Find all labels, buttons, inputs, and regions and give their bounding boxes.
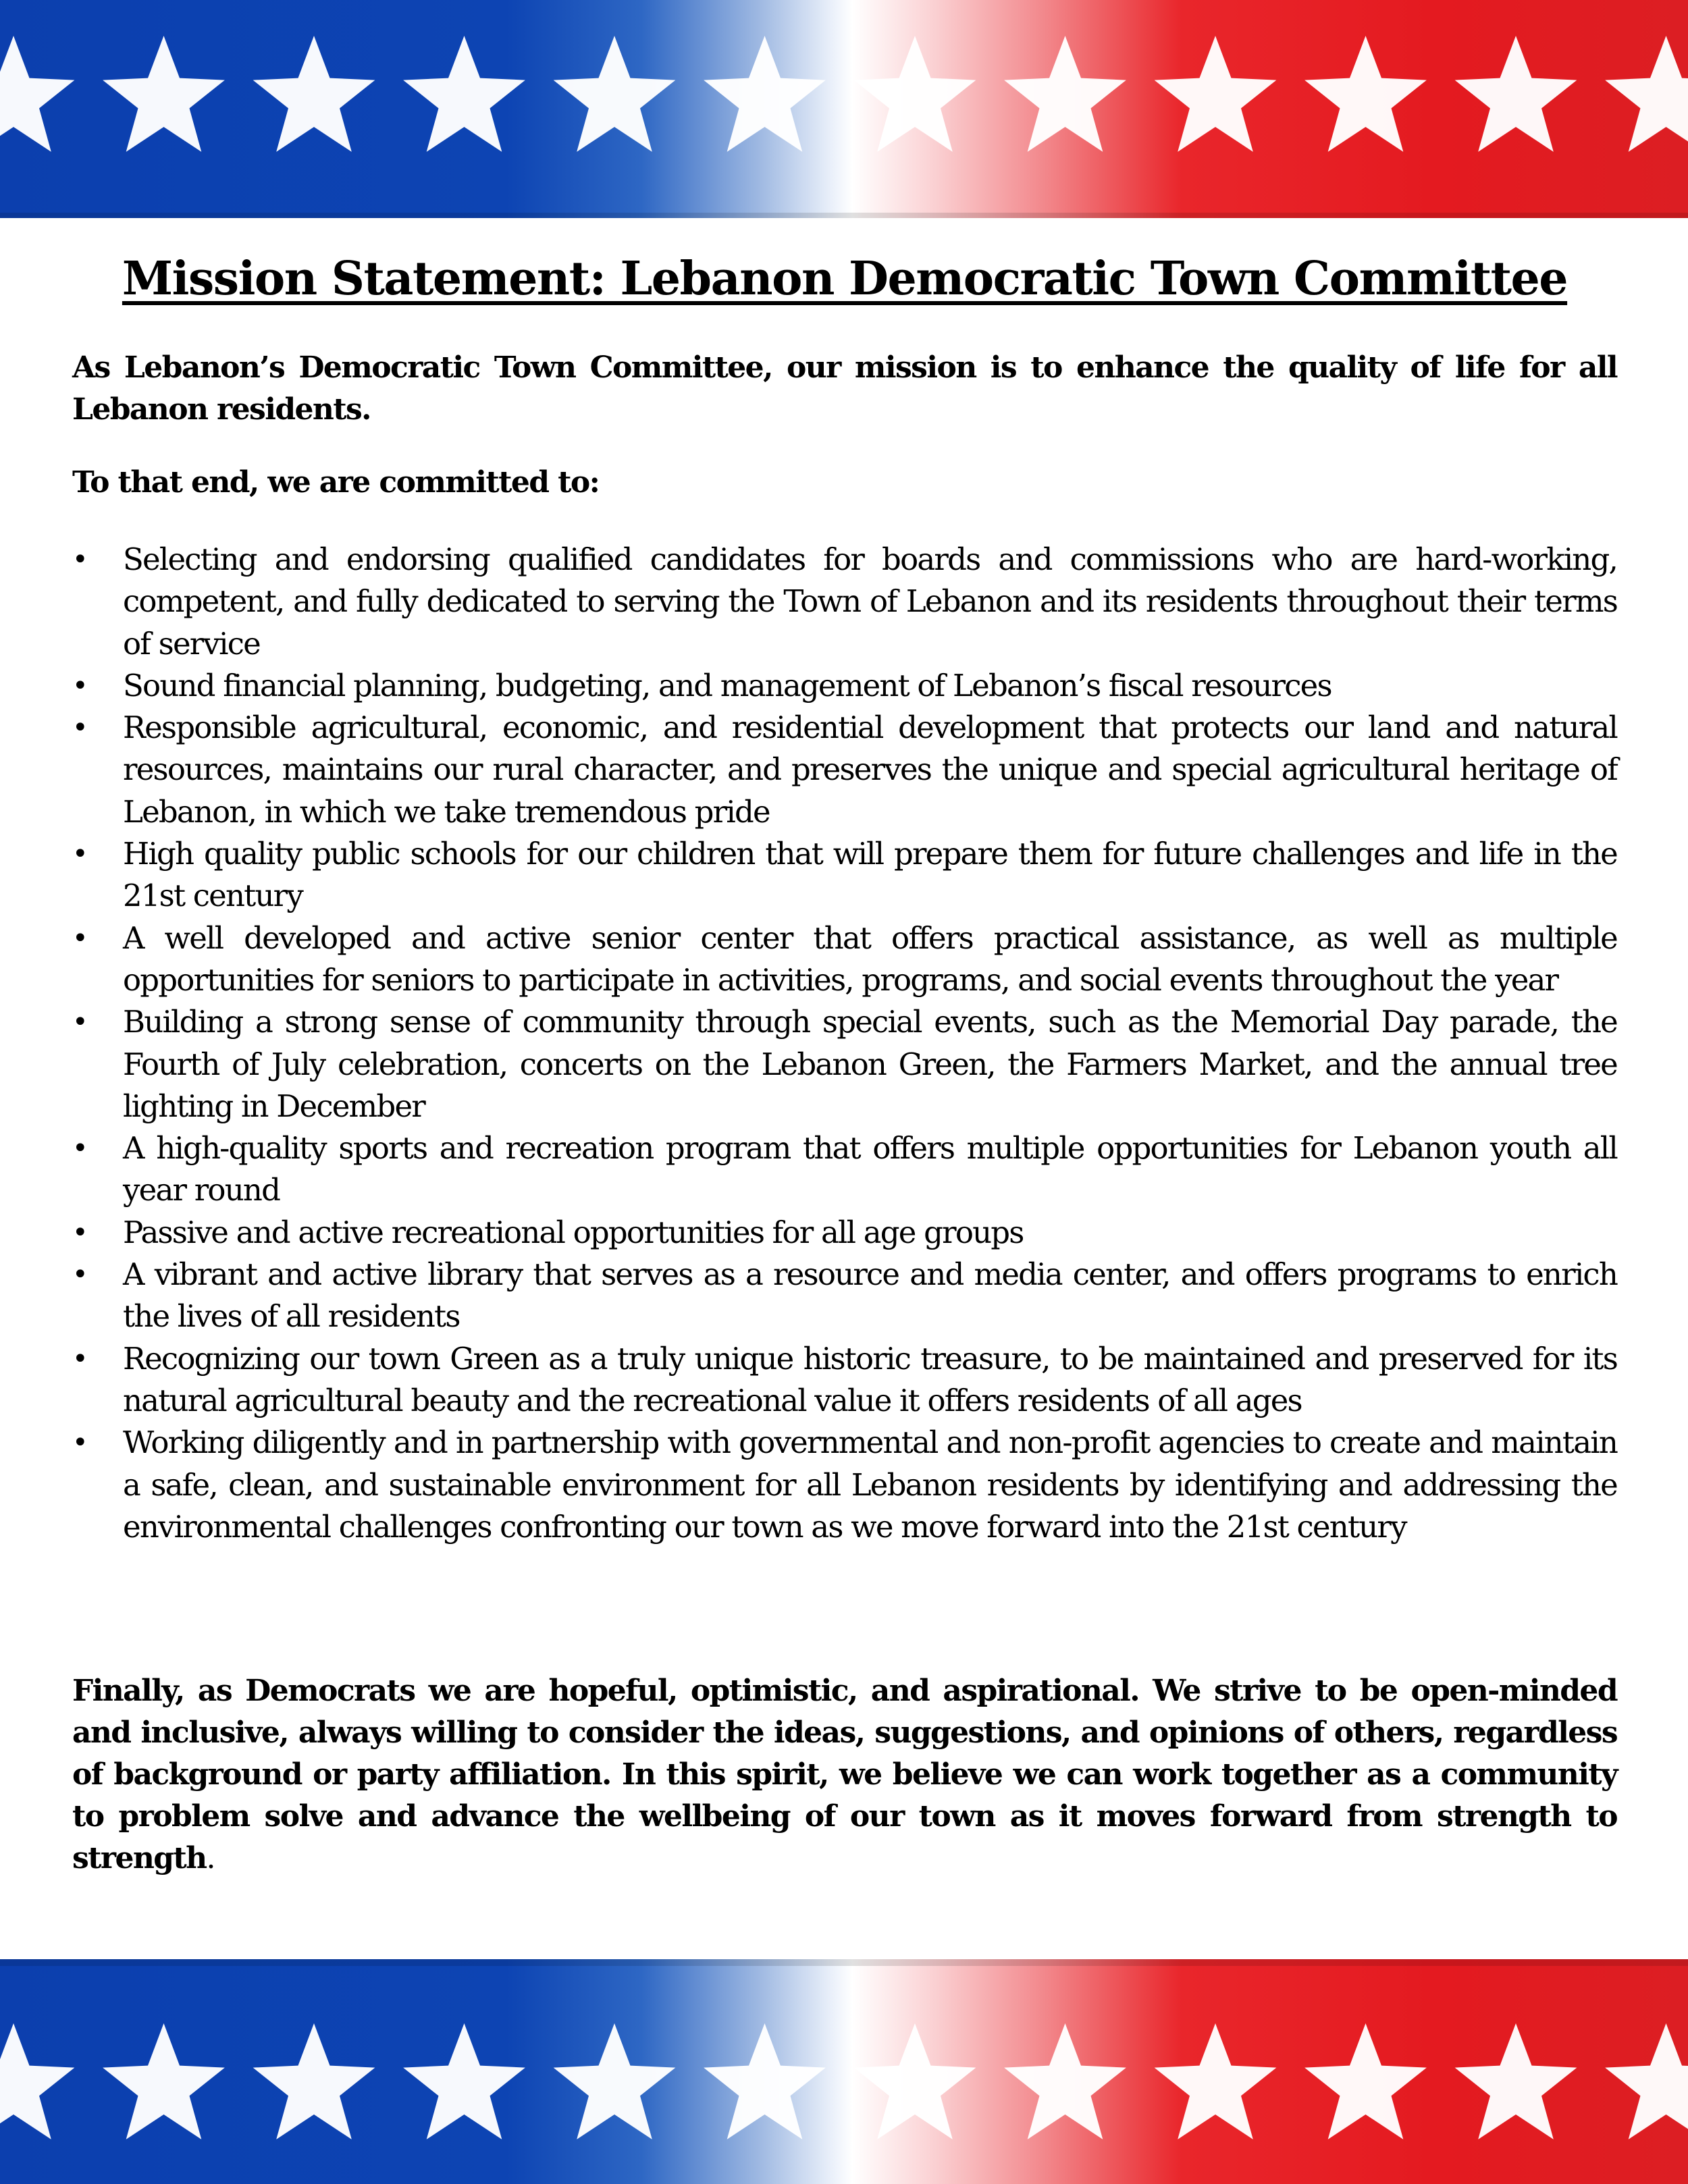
- star-icon: [253, 2023, 375, 2139]
- star-icon: [1004, 36, 1126, 152]
- list-item: [72, 1212, 1617, 1254]
- star-icon: [1455, 2023, 1577, 2139]
- bullet-icon: •: [72, 1343, 88, 1375]
- list-item: [72, 539, 1617, 665]
- star-row-bottom: [0, 1959, 1688, 2184]
- star-icon: [0, 2023, 74, 2139]
- bullet-icon: •: [72, 838, 88, 870]
- star-icon: [554, 2023, 676, 2139]
- star-icon: [1455, 36, 1577, 152]
- list-item: [72, 917, 1617, 1002]
- list-item-text: Building a strong sense of community through special events, such as the Memorial Day parade, the Fourth of July celebration, concerts on the Lebanon Green, the Farmers Market, and the annual tree lighting in December: [123, 1004, 1617, 1124]
- commitment-lead: To that end, we are committed to:: [72, 465, 600, 500]
- intro-paragraph: As Lebanon’s Democratic Town Committee, our mission is to enhance the quality of life for all Lebanon residents.: [72, 350, 1617, 427]
- star-icon: [403, 2023, 525, 2139]
- star-icon: [554, 36, 676, 152]
- list-item-text: High quality public schools for our children that will prepare them for future challenges and life in the 21st century: [123, 836, 1617, 914]
- list-item-text: Responsible agricultural, economic, and residential development that protects our land and natural resources, maintains our rural character, and preserves the unique and special agricultural heritage of Lebanon, in which we take tremendous pride: [123, 710, 1617, 830]
- star-icon: [0, 36, 74, 152]
- star-icon: [253, 36, 375, 152]
- list-item: [72, 1001, 1617, 1127]
- list-item: [72, 833, 1617, 917]
- star-icon: [103, 2023, 225, 2139]
- commitment-list: [72, 539, 1617, 1548]
- bullet-icon: •: [72, 1133, 88, 1165]
- list-item-text: Selecting and endorsing qualified candidates for boards and commissions who are hard-working, competent, and fully dedicated to serving the Town of Lebanon and its residents throughout their terms of service: [123, 541, 1617, 662]
- bottom-star-banner: [0, 1959, 1688, 2184]
- list-item: [72, 1127, 1617, 1212]
- closing-paragraph: [72, 1670, 1617, 1880]
- list-item: [72, 707, 1617, 833]
- list-item-text: Passive and active recreational opportunities for all age groups: [123, 1214, 1024, 1250]
- star-icon: [103, 36, 225, 152]
- star-icon: [854, 2023, 976, 2139]
- star-icon: [1004, 2023, 1126, 2139]
- bullet-icon: •: [72, 544, 88, 575]
- bullet-icon: •: [72, 712, 88, 744]
- star-icon: [1155, 36, 1277, 152]
- star-icon: [704, 2023, 826, 2139]
- list-item: [72, 1422, 1617, 1548]
- star-icon: [1605, 2023, 1688, 2139]
- closing-text: Finally, as Democrats we are hopeful, optimistic, and aspirational. We strive to be open-minded and inclusive, always willing to consider the ideas, suggestions, and opinions of others, regardless of background or party affiliation. In this spirit, we believe we can work together as a community to problem solve and advance the wellbeing of our town as it moves forward from strength to strength: [72, 1674, 1617, 1875]
- list-item: [72, 1338, 1617, 1422]
- list-item-text: A well developed and active senior center that offers practical assistance, as well as multiple opportunities for seniors to participate in activities, programs, and social events throughout the year: [123, 920, 1617, 998]
- bullet-icon: •: [72, 922, 88, 954]
- list-item-text: Recognizing our town Green as a truly unique historic treasure, to be maintained and preserved for its natural agricultural beauty and the recreational value it offers residents of all ages: [123, 1340, 1617, 1418]
- bullet-icon: •: [72, 1427, 88, 1459]
- bullet-icon: •: [72, 1217, 88, 1248]
- top-star-banner: [0, 0, 1688, 218]
- bullet-icon: •: [72, 1007, 88, 1038]
- star-icon: [1605, 36, 1688, 152]
- banner-edge: [0, 213, 1688, 218]
- star-icon: [1155, 2023, 1277, 2139]
- list-item: [72, 665, 1617, 707]
- page-title: Mission Statement: Lebanon Democratic Town Committee: [122, 252, 1568, 306]
- star-icon: [403, 36, 525, 152]
- star-icon: [1304, 2023, 1427, 2139]
- star-icon: [1304, 36, 1427, 152]
- list-item-text: Sound financial planning, budgeting, and management of Lebanon’s fiscal resources: [123, 667, 1331, 703]
- bullet-icon: •: [72, 670, 88, 701]
- star-row-top: [0, 0, 1688, 218]
- star-icon: [704, 36, 826, 152]
- list-item-text: A vibrant and active library that serves as a resource and media center, and offers programs to enrich the lives of all residents: [123, 1256, 1617, 1335]
- list-item: [72, 1254, 1617, 1338]
- list-item-text: A high-quality sports and recreation program that offers multiple opportunities for Lebanon youth all year round: [123, 1130, 1617, 1208]
- star-icon: [854, 36, 976, 152]
- bullet-icon: •: [72, 1259, 88, 1291]
- list-item-text: Working diligently and in partnership with governmental and non-profit agencies to create and maintain a safe, clean, and sustainable environment for all Lebanon residents by identifying and addressing the environmental challenges confronting our town as we move forward into the 21st century: [123, 1424, 1617, 1545]
- closing-period: .: [206, 1841, 215, 1875]
